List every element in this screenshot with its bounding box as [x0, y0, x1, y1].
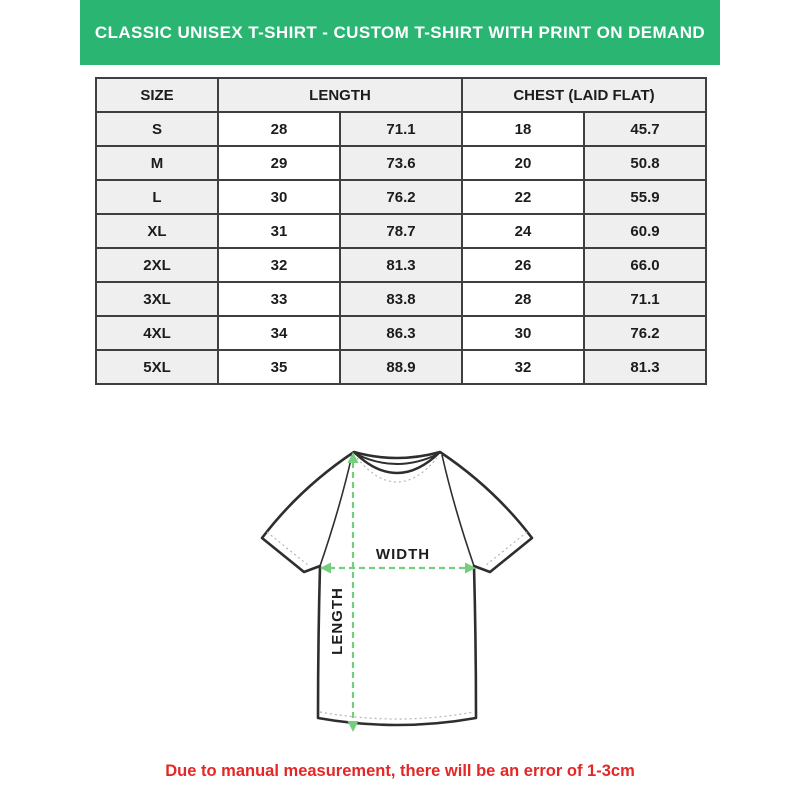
- length-in-cell: 35: [218, 350, 340, 384]
- table-header-row: [96, 78, 706, 112]
- title-banner: [80, 0, 720, 65]
- table-row: [96, 180, 706, 214]
- length-label: LENGTH: [329, 587, 346, 655]
- chest-cm-cell: 76.2: [584, 316, 706, 350]
- tshirt-outline: [262, 452, 532, 725]
- size-cell: L: [96, 180, 218, 214]
- length-cm-cell: 83.8: [340, 282, 462, 316]
- table-row: [96, 112, 706, 146]
- size-cell: 2XL: [96, 248, 218, 282]
- length-cm-cell: 73.6: [340, 146, 462, 180]
- chest-in-cell: 20: [462, 146, 584, 180]
- chest-in-cell: 26: [462, 248, 584, 282]
- table-row: [96, 316, 706, 350]
- length-in-cell: 28: [218, 112, 340, 146]
- table-row: [96, 214, 706, 248]
- size-table: [95, 77, 707, 385]
- size-cell: 3XL: [96, 282, 218, 316]
- chest-in-cell: 24: [462, 214, 584, 248]
- length-in-cell: 31: [218, 214, 340, 248]
- page-title: CLASSIC UNISEX T-SHIRT - CUSTOM T-SHIRT WITH PRINT ON DEMAND: [94, 22, 706, 42]
- tshirt-measurement-diagram: [240, 430, 556, 750]
- column-header-chest: CHEST (LAID FLAT): [462, 78, 706, 112]
- chest-cm-cell: 66.0: [584, 248, 706, 282]
- chest-in-cell: 30: [462, 316, 584, 350]
- chest-in-cell: 18: [462, 112, 584, 146]
- size-cell: 4XL: [96, 316, 218, 350]
- chest-in-cell: 28: [462, 282, 584, 316]
- size-cell: XL: [96, 214, 218, 248]
- chest-cm-cell: 45.7: [584, 112, 706, 146]
- length-cm-cell: 76.2: [340, 180, 462, 214]
- table-row: [96, 146, 706, 180]
- length-cm-cell: 81.3: [340, 248, 462, 282]
- length-cm-cell: 78.7: [340, 214, 462, 248]
- length-cm-cell: 86.3: [340, 316, 462, 350]
- table-row: [96, 350, 706, 384]
- chest-cm-cell: 55.9: [584, 180, 706, 214]
- table-row: [96, 248, 706, 282]
- size-table-container: [95, 77, 707, 385]
- column-header-length: LENGTH: [218, 78, 462, 112]
- length-arrowhead-bottom: [348, 721, 359, 732]
- chest-cm-cell: 50.8: [584, 146, 706, 180]
- length-in-cell: 34: [218, 316, 340, 350]
- chest-cm-cell: 71.1: [584, 282, 706, 316]
- length-in-cell: 32: [218, 248, 340, 282]
- chest-cm-cell: 60.9: [584, 214, 706, 248]
- table-row: [96, 282, 706, 316]
- length-in-cell: 33: [218, 282, 340, 316]
- chest-in-cell: 32: [462, 350, 584, 384]
- chest-cm-cell: 81.3: [584, 350, 706, 384]
- length-cm-cell: 71.1: [340, 112, 462, 146]
- length-in-cell: 29: [218, 146, 340, 180]
- length-in-cell: 30: [218, 180, 340, 214]
- width-label: WIDTH: [375, 546, 431, 563]
- size-cell: S: [96, 112, 218, 146]
- column-header-size: SIZE: [96, 78, 218, 112]
- size-cell: M: [96, 146, 218, 180]
- size-cell: 5XL: [96, 350, 218, 384]
- length-cm-cell: 88.9: [340, 350, 462, 384]
- measurement-disclaimer: Due to manual measurement, there will be an error of 1-3cm: [165, 762, 635, 780]
- chest-in-cell: 22: [462, 180, 584, 214]
